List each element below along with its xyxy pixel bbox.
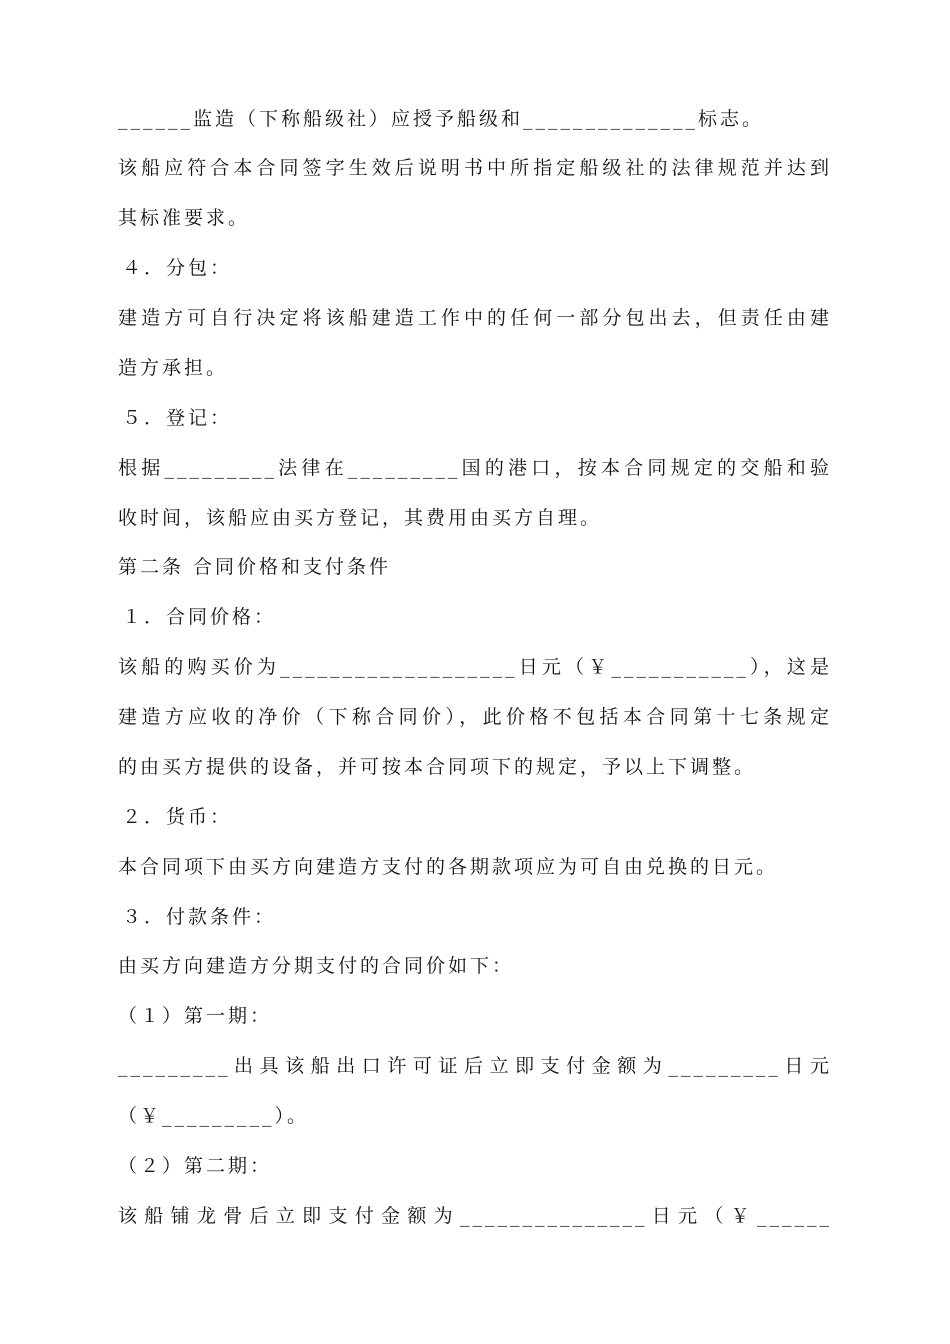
section-heading-subcontract: ４．分包：	[122, 257, 233, 279]
text-line-3: 其标准要求。	[118, 207, 251, 229]
text-line-21: （￥_________）。	[118, 1105, 310, 1127]
text-line-5: 建造方可自行决定将该船建造工作中的任何一部分包出去，但责任由建	[118, 307, 832, 329]
text-line-12: 该船的购买价为___________________日元（￥___________），这是	[118, 656, 832, 678]
text-line-8: 根据_________法律在_________国的港口，按本合同规定的交船和验	[118, 457, 832, 479]
text-line-9: 收时间，该船应由买方登记，其费用由买方自理。	[118, 507, 603, 529]
text-line-23: 该船铺龙骨后立即支付金额为_______________日元（￥______	[118, 1205, 832, 1227]
document-page	[118, 0, 832, 1344]
section-heading-payment-terms: ３．付款条件：	[122, 906, 277, 928]
section-heading-registration: ５．登记：	[122, 407, 233, 429]
installment-heading-1: （１）第一期：	[118, 1005, 273, 1027]
text-line-18: 由买方向建造方分期支付的合同价如下：	[118, 955, 515, 977]
section-heading-contract-price: １．合同价格：	[122, 606, 277, 628]
text-line-16: 本合同项下由买方向建造方支付的各期款项应为可自由兑换的日元。	[118, 856, 779, 878]
article-heading-2: 第二条 合同价格和支付条件	[118, 556, 392, 578]
text-line-13: 建造方应收的净价（下称合同价），此价格不包括本合同第十七条规定	[118, 706, 832, 728]
text-line-6: 造方承担。	[118, 357, 229, 379]
section-heading-currency: ２．货币：	[122, 806, 233, 828]
installment-heading-2: （２）第二期：	[118, 1155, 273, 1177]
text-line-14: 的由买方提供的设备，并可按本合同项下的规定，予以上下调整。	[118, 756, 757, 778]
text-line-1: ______监造（下称船级社）应授予船级和______________标志。	[118, 108, 765, 130]
text-line-20: _________出具该船出口许可证后立即支付金额为_________日元	[118, 1055, 832, 1077]
text-line-2: 该船应符合本合同签字生效后说明书中所指定船级社的法律规范并达到	[118, 157, 832, 179]
